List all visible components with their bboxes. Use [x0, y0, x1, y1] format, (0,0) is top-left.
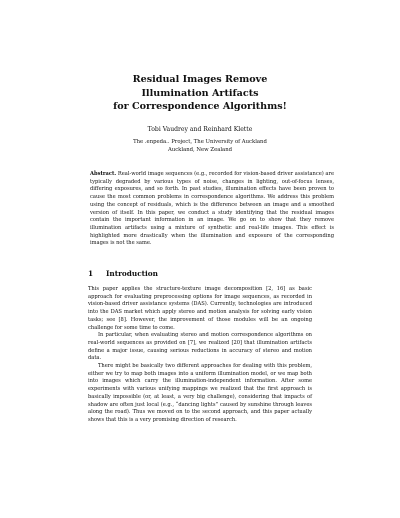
title-line-1: Residual Images Remove: [132, 74, 268, 85]
section-title: Introduction: [106, 269, 158, 278]
paragraph: There might be basically two different approaches for dealing with this problem, either we try to map both images into a uniform illumination model, or we map both into images which carry the illumination-independent information. After some experiments with various unifying mappings we realized that the first approach is basically impossible (or, at least, a very big challenge), considering that impacts of shadow are often just local (e.g., “dancing lights” caused by sunshine through leaves along the road). Thus we moved on to the second approach, and this paper actually shows that this is a very promising direction of research.: [88, 363, 312, 423]
title-line-2: Illumination Artifacts: [141, 87, 259, 99]
paragraph: In particular, when evaluating stereo and motion correspondence algorithms on real-world sequences as provided on [7], we realized [20] that illumination artifacts define a major issue, causing serious reductions in accuracy of stereo and motion data.: [88, 332, 312, 362]
abstract-text: Real-world image sequences (e.g., recorded for vision-based driver assistance) are typically degraded by various types of noise, changes in lighting, out-of-focus lenses, differing exposures, and so forth. In past studies, illumination effects have been proven to cause the most common problems in correspondence algorithms. We address this problem using the concept of residuals, which is the difference between an image and a smoothed version of itself. In this paper, we conduct a study identifying that the residual images contain the important information in an image. We go on to show that they remove illumination artifacts using a mixture of synthetic and real-life images. This effect is highlighted more drastically when the illumination and exposure of the corresponding images is not the same.: [90, 171, 334, 247]
title-line-3: for Correspondence Algorithms!: [113, 101, 287, 113]
affiliation: [60, 139, 340, 154]
paper-title: [60, 73, 340, 114]
section-number: 1: [88, 269, 94, 278]
body-text: [88, 286, 312, 425]
affiliation-line-1: The .enpeda.. Project, The University of Auckland: [133, 139, 267, 145]
abstract: [90, 171, 334, 248]
abstract-label: Abstract.: [90, 171, 117, 177]
authors: Tobi Vaudrey and Reinhard Klette: [147, 126, 253, 133]
paragraph: This paper applies the structure-texture image decomposition [2, 16] as basic approach for evaluating preprocessing options for image sequences, as recorded in vision-based driver assistance systems (DAS). Currently, technologies are introduced into the DAS market which apply stereo and motion analysis for solving early vision tasks; see [8]. However, the improvement of those modules will be an ongoing challenge for some time to come.: [88, 286, 312, 331]
section-heading: [88, 269, 158, 279]
affiliation-line-2: Auckland, New Zealand: [167, 146, 233, 153]
